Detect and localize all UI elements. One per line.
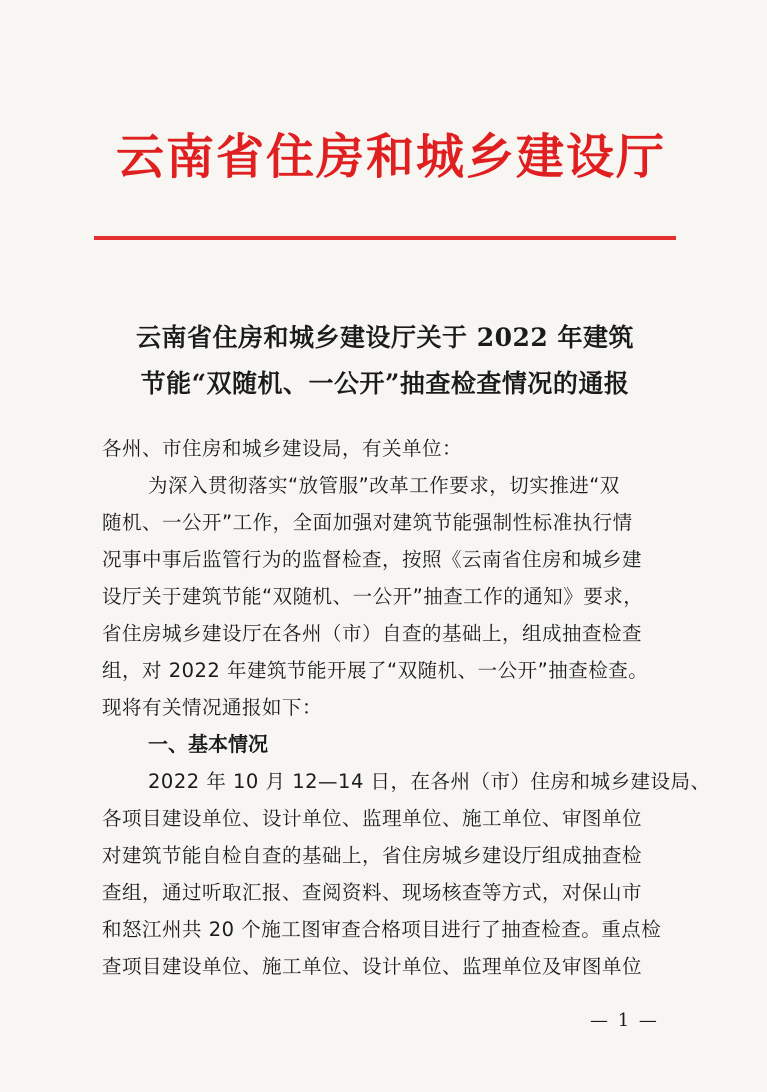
section-1-line-1: 2022 年 10 月 12—14 日，在各州（市）住房和城乡建设局、: [148, 770, 711, 793]
section-1-line-3: 对建筑节能自检自查的基础上，省住房城乡建设厅组成抽查检: [102, 844, 643, 867]
intro-line-5: 省住房城乡建设厅在各州（市）自查的基础上，组成抽查检查: [102, 622, 643, 645]
document-title-line-2: 节能“双随机、一公开”抽查检查情况的通报: [140, 369, 630, 398]
page-number: — 1 —: [590, 1010, 659, 1031]
document-title-line-1: 云南省住房和城乡建设厅关于 2022 年建筑: [136, 323, 634, 352]
intro-line-3: 况事中事后监管行为的监督检查，按照《云南省住房和城乡建: [102, 548, 643, 571]
section-1-heading: 一、基本情况: [148, 732, 268, 756]
section-1-line-4: 查组，通过听取汇报、查阅资料、现场核查等方式，对保山市: [102, 881, 643, 904]
salutation: 各州、市住房和城乡建设局，有关单位：: [102, 437, 463, 460]
intro-line-6: 组，对 2022 年建筑节能开展了“双随机、一公开”抽查检查。: [102, 659, 649, 682]
letterhead-red-rule: [94, 236, 676, 240]
section-1-line-2: 各项目建设单位、设计单位、监理单位、施工单位、审图单位: [102, 807, 643, 830]
intro-line-7: 现将有关情况通报如下：: [102, 696, 323, 719]
intro-line-1: 为深入贯彻落实“放管服”改革工作要求，切实推进“双: [148, 474, 620, 497]
letterhead-org-name: 云南省住房和城乡建设厅: [115, 129, 666, 185]
section-1-line-6: 查项目建设单位、施工单位、设计单位、监理单位及审图单位: [102, 955, 643, 978]
intro-line-4: 设厅关于建筑节能“双随机、一公开”抽查工作的通知》要求，: [102, 585, 644, 608]
intro-line-2: 随机、一公开”工作，全面加强对建筑节能强制性标准执行情: [102, 511, 633, 534]
section-1-line-5: 和怒江州共 20 个施工图审查合格项目进行了抽查检查。重点检: [102, 918, 662, 941]
